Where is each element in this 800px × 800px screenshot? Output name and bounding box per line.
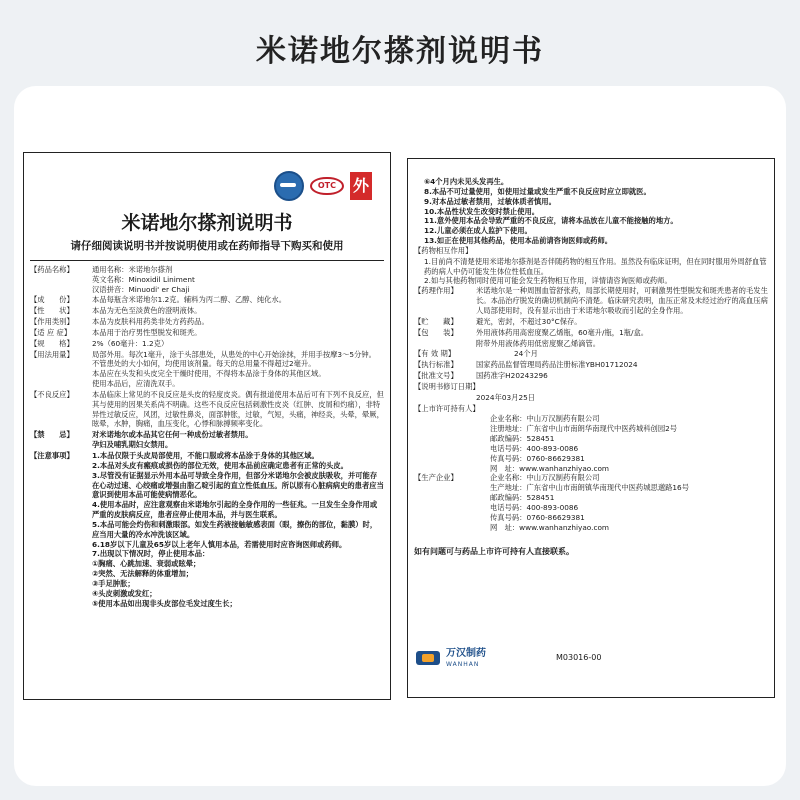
logo-group bbox=[30, 171, 384, 201]
text-line: 1.本品仅限于头皮局部使用，不能口服或将本品涂于身体的其他区域。 bbox=[92, 451, 319, 460]
section-text bbox=[92, 390, 384, 429]
section-label: 【性 状】 bbox=[30, 306, 74, 316]
globe-logo-icon bbox=[274, 171, 304, 201]
text-line: 10.本品性状发生改变时禁止使用。 bbox=[424, 206, 540, 216]
section-row bbox=[414, 360, 768, 370]
brand-lockup bbox=[416, 647, 486, 669]
leaflet-page-right bbox=[407, 158, 775, 698]
section-text: 2024年03月25日 bbox=[476, 392, 536, 402]
section-label: 【用法用量】 bbox=[30, 349, 74, 359]
section-row bbox=[414, 317, 768, 327]
text-line: 7.出现以下情况时，停止使用本品： bbox=[92, 549, 210, 559]
section-text: 避光，密封，不超过30°C保存。 bbox=[476, 316, 582, 326]
section-interactions bbox=[414, 246, 768, 256]
text-line: ⑥4个月内未见头发再生。 bbox=[424, 177, 509, 186]
text-line: 2%（60毫升：1.2克） bbox=[92, 338, 169, 348]
right-sections bbox=[414, 317, 768, 403]
section-text bbox=[92, 328, 384, 338]
section-label: 【成 份】 bbox=[30, 295, 74, 305]
section-label: 【上市许可持有人】 bbox=[414, 403, 480, 413]
text-line: 1.目前尚不清楚使用米诺地尔搽剂是否伴随药物的相互作用。虽然没有临床证明，但在同时服用外周舒血管药的病人中仍可能发生体位性低血压。 bbox=[424, 256, 767, 276]
section-label: 【生产企业】 bbox=[414, 473, 458, 483]
text-line: 传真号码：0760-86629381 bbox=[490, 453, 585, 463]
section-row bbox=[30, 295, 384, 305]
pharmacology-text: 米诺地尔是一种周围血管舒张药，局部长期使用时，可刺激男性型脱发和斑秃患者的毛发生长。本品治疗脱发的确切机制尚不清楚。临床研究表明，血压正常及未经过治疗的高血压病人局部使用时，没有显示出由于米诺地尔吸收而引起的全身作用。 bbox=[476, 286, 768, 315]
text-line: ⑤使用本品如出现非头皮部位毛发过度生长； bbox=[92, 598, 237, 608]
text-line: 11.意外使用本品会导致严重的不良反应，请将本品放在儿童不能接触的地方。 bbox=[424, 216, 678, 226]
section-row bbox=[30, 265, 384, 295]
section-contraindications bbox=[30, 430, 384, 450]
section-row bbox=[414, 382, 768, 392]
text-line: 12.儿童必须在成人监护下使用。 bbox=[424, 226, 532, 236]
section-row bbox=[30, 350, 384, 389]
section-label: 【药品名称】 bbox=[30, 264, 74, 274]
section-pharmacology bbox=[414, 286, 768, 316]
text-line: 邮政编码：528451 bbox=[490, 434, 555, 444]
section-text bbox=[92, 350, 384, 389]
text-line: 不管患处的大小如何，均使用该剂量。每天的总用量不得超过2毫升。 bbox=[92, 359, 316, 369]
section-row bbox=[30, 390, 384, 429]
text-line: 8.本品不可过量使用，如使用过量或发生严重不良反应时应立即就医。 bbox=[424, 186, 651, 196]
section-label: 【批准文号】 bbox=[414, 371, 458, 381]
brand-name: 万汉制药 bbox=[446, 648, 486, 660]
interactions-text bbox=[414, 257, 768, 287]
contact-note: 如有问题可与药品上市许可持有人直接联系。 bbox=[414, 546, 574, 556]
section-text: 国药准字H20243296 bbox=[476, 371, 548, 381]
text-line: 3.尽管没有证据显示外用本品可导致全身作用，但部分米诺地尔会被皮肤吸收，并可能存在心动过速、心绞痛或增强由脂乙啶引起的直立性低血压。所以原有心脏病病史的患者应当意识到使用本品可能使病情恶化。 bbox=[92, 470, 384, 500]
section-label: 【执行标准】 bbox=[414, 360, 458, 370]
section-label: 【说明书修订日期】 bbox=[414, 381, 480, 391]
section-label: 【药理作用】 bbox=[414, 286, 458, 296]
text-line: 通用名称：米诺地尔搽剂 bbox=[92, 264, 173, 274]
doc-title: 米诺地尔搽剂说明书 bbox=[121, 212, 293, 234]
section-cautions bbox=[30, 451, 384, 609]
section-label: 【不良反应】 bbox=[30, 389, 74, 399]
text-line: 网 址：www.wanhanzhiyao.com bbox=[490, 463, 610, 473]
text-line: 生产地址：广东省中山市南朗镇华南现代中医药城思邈路16号 bbox=[490, 483, 690, 493]
wanhan-logo-icon bbox=[416, 651, 440, 665]
leaflet-page-left bbox=[23, 152, 391, 700]
section-text bbox=[92, 339, 384, 349]
text-line: 局部外用。每次1毫升，涂于头部患处，从患处的中心开始涂抹，并用手按摩3～5分钟。 bbox=[92, 349, 376, 359]
page-title: 米诺地尔搽剂说明书 bbox=[256, 34, 544, 69]
maker-info bbox=[476, 473, 768, 532]
section-label: 【适 应 症】 bbox=[30, 327, 72, 337]
text-line: 本品应在头发和头皮完全干燥时使用，不得将本品涂于身体的其他区域。 bbox=[92, 369, 326, 379]
leaflet-code: M03016-00 bbox=[556, 652, 602, 662]
section-row bbox=[414, 371, 768, 381]
text-line: 本品为无色至淡黄色的澄明液体。 bbox=[92, 306, 202, 316]
text-line: 13.如正在使用其他药品，使用本品前请咨询医师或药师。 bbox=[424, 236, 613, 246]
text-line: 2.本品对头皮有瘢痕或损伤的部位无效，使用本品前应确定患者有正常的头皮。 bbox=[92, 460, 348, 470]
section-label: 【禁 忌】 bbox=[30, 430, 74, 440]
text-line: 本品用于治疗男性型脱发和斑秃。 bbox=[92, 327, 202, 337]
text-line: 企业名称：中山万汉制药有限公司 bbox=[490, 473, 600, 483]
section-label: 【药物相互作用】 bbox=[414, 245, 473, 255]
section-label: 【规 格】 bbox=[30, 338, 74, 348]
section-row bbox=[414, 328, 768, 338]
section-row bbox=[414, 349, 768, 359]
section-maker bbox=[414, 473, 768, 532]
section-text: 外用液体药用高密度聚乙烯瓶，60毫升/瓶，1瓶/盒。 bbox=[476, 327, 649, 337]
holder-info bbox=[414, 414, 768, 473]
external-use-badge: 外 bbox=[350, 172, 372, 200]
text-line: 传真号码：0760-86629381 bbox=[490, 512, 585, 522]
section-label bbox=[414, 393, 476, 403]
text-line: 网 址：www.wanhanzhiyao.com bbox=[490, 522, 610, 532]
section-row bbox=[414, 393, 768, 403]
text-line: ①胸痛、心跳加速、衰弱或眩晕； bbox=[92, 559, 201, 569]
left-sections bbox=[30, 265, 384, 430]
text-line: 注册地址：广东省中山市南朗华南现代中医药城科创园2号 bbox=[490, 424, 678, 434]
text-line: 汉语拼音：Minuodi' er Chaji bbox=[92, 284, 190, 294]
text-line: 电话号码：400-893-0086 bbox=[490, 443, 579, 453]
text-line: 2.如与其他药物同时使用可能会发生药物相互作用，详情请咨询医师或药师。 bbox=[424, 276, 672, 286]
text-line: 4.使用本品时，应注意观察由米诺地尔引起的全身作用的一些征兆。一旦发生全身作用或严重的皮肤病反应，患者应停止使用本品，并与医生联系。 bbox=[92, 500, 378, 520]
text-line: 5.本品可能会灼伤和刺激眼部。如发生药液接触敏感表面（眼，擦伤的部位，黏膜）时，应当用大量的冷水冲洗该区域。 bbox=[92, 519, 378, 539]
section-label: 【有 效 期】 bbox=[414, 349, 456, 359]
section-text: 附带外用液体药用低密度聚乙烯滴管。 bbox=[476, 338, 601, 348]
company-logo bbox=[416, 647, 601, 669]
otc-badge: OTC bbox=[310, 177, 344, 196]
brand-name-en: WANHAN bbox=[446, 660, 480, 668]
doc-subtitle: 请仔细阅读说明书并按说明使用或在药师指导下购买和使用 bbox=[70, 239, 344, 252]
section-text bbox=[92, 306, 384, 316]
section-label: 【包 装】 bbox=[414, 327, 458, 337]
cautions-continued bbox=[414, 159, 768, 246]
text-line: 本品每瓶含米诺地尔1.2克。辅料为丙二醇、乙醇、纯化水。 bbox=[92, 295, 287, 305]
text-line: ④头皮刺激或发红； bbox=[92, 588, 157, 598]
section-text bbox=[92, 430, 384, 450]
text-line: 使用本品后，应清洗双手。 bbox=[92, 379, 180, 389]
text-line: ②突然、无法解释的体重增加； bbox=[92, 569, 194, 579]
section-text bbox=[514, 382, 768, 392]
text-line: 对米诺地尔或本品其它任何一种成份过敏者禁用。 bbox=[92, 430, 253, 440]
text-line: 邮政编码：528451 bbox=[490, 493, 555, 503]
section-text bbox=[92, 317, 384, 327]
section-text: 国家药品监督管理局药品注册标准YBH01712024 bbox=[476, 360, 638, 370]
section-text bbox=[92, 265, 384, 295]
text-line: 孕妇及哺乳期妇女禁用。 bbox=[92, 440, 173, 450]
text-line: 9.对本品过敏者禁用，过敏体质者慎用。 bbox=[424, 196, 556, 206]
section-text bbox=[92, 451, 384, 609]
section-row bbox=[30, 339, 384, 349]
section-label: 【作用类别】 bbox=[30, 317, 74, 327]
text-line: 企业名称：中山万汉制药有限公司 bbox=[490, 414, 600, 424]
divider bbox=[30, 260, 384, 261]
text-line: 本品临床上常见的不良反应是头皮的轻度皮炎。偶有报道使用本品后可有下列不良反应，但其与使用的因果关系尚不明确。这些不良反应包括刺激性皮炎（红肿、皮屑和灼痛），非特异性过敏反应，风团，过敏性鼻炎，面部肿胀，过敏，气短，头痛，神经炎，头晕，晕厥，眩晕，水肿，胸痛，血压变化，心悸和脉搏频率变化。 bbox=[92, 389, 384, 429]
section-row bbox=[414, 339, 768, 349]
section-text: 24个月 bbox=[514, 349, 538, 359]
section-row bbox=[30, 306, 384, 316]
text-line: ③手足肿胀； bbox=[92, 578, 135, 588]
section-text bbox=[92, 295, 384, 305]
section-row bbox=[30, 328, 384, 338]
text-line: 6.18岁以下儿童及65岁以上老年人慎用本品，若需使用时应咨询医师或药师。 bbox=[92, 539, 347, 549]
text-line: 英文名称：Minoxidil Liniment bbox=[92, 274, 195, 284]
text-line: 本品为皮肤科用药类非处方药药品。 bbox=[92, 317, 209, 327]
section-label: 【贮 藏】 bbox=[414, 316, 458, 326]
section-label: 【注意事项】 bbox=[30, 451, 74, 460]
section-holder bbox=[414, 404, 768, 414]
text-line: 电话号码：400-893-0086 bbox=[490, 503, 579, 512]
section-row bbox=[30, 317, 384, 327]
section-label bbox=[414, 339, 476, 349]
